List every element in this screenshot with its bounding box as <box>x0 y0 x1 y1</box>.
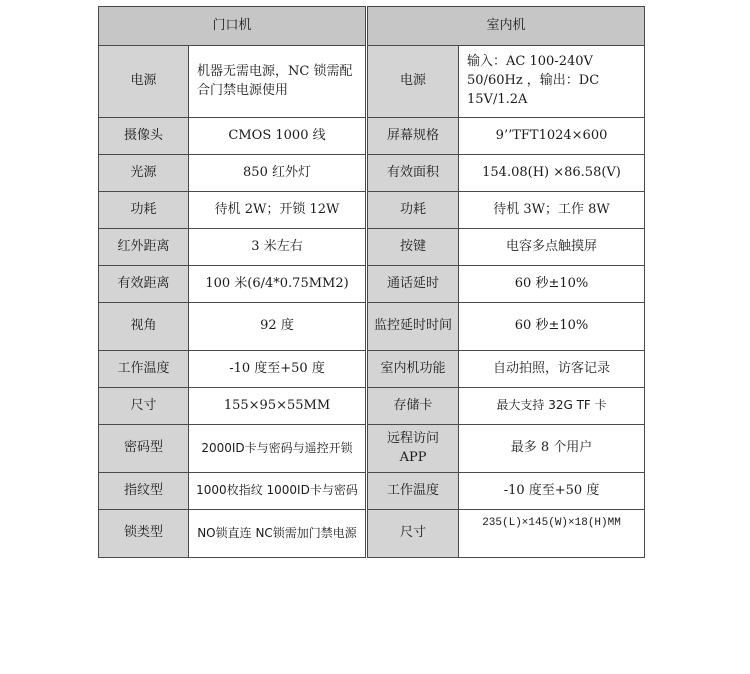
indoor-value: 60 秒±10% <box>459 266 645 303</box>
door-value: 850 红外灯 <box>189 155 367 192</box>
table-row <box>99 266 645 303</box>
indoor-label: 电源 <box>367 46 459 118</box>
door-value: 100 米(6/4*0.75MM2) <box>189 266 367 303</box>
door-label: 密码型 <box>99 425 189 473</box>
door-value: 机器无需电源，NC 锁需配合门禁电源使用 <box>189 46 367 118</box>
table-row <box>99 229 645 266</box>
door-value: 92 度 <box>189 303 367 351</box>
door-label: 红外距离 <box>99 229 189 266</box>
door-label: 光源 <box>99 155 189 192</box>
table-row <box>99 388 645 425</box>
door-value: 1000枚指纹 1000ID卡与密码 <box>189 473 367 510</box>
spec-table <box>98 6 645 558</box>
header-row <box>99 7 645 46</box>
door-value: 待机 2W；开锁 12W <box>189 192 367 229</box>
indoor-label: 存储卡 <box>367 388 459 425</box>
door-label: 尺寸 <box>99 388 189 425</box>
indoor-value: 154.08(H) ×86.58(V) <box>459 155 645 192</box>
indoor-value: -10 度至+50 度 <box>459 473 645 510</box>
indoor-value: 60 秒±10% <box>459 303 645 351</box>
table-row <box>99 192 645 229</box>
indoor-value: 待机 3W；工作 8W <box>459 192 645 229</box>
table-row <box>99 351 645 388</box>
table-row <box>99 510 645 558</box>
indoor-label: 尺寸 <box>367 510 459 558</box>
indoor-label: 室内机功能 <box>367 351 459 388</box>
door-label: 功耗 <box>99 192 189 229</box>
indoor-value: 9’’TFT1024×600 <box>459 118 645 155</box>
door-value: 3 米左右 <box>189 229 367 266</box>
indoor-value: 235(L)×145(W)×18(H)MM <box>459 510 645 558</box>
door-label: 电源 <box>99 46 189 118</box>
door-value: CMOS 1000 线 <box>189 118 367 155</box>
indoor-label: 远程访问 APP <box>367 425 459 473</box>
door-label: 视角 <box>99 303 189 351</box>
indoor-label: 通话延时 <box>367 266 459 303</box>
door-label: 指纹型 <box>99 473 189 510</box>
indoor-label: 功耗 <box>367 192 459 229</box>
door-value: 2000ID卡与密码与遥控开锁 <box>189 425 367 473</box>
indoor-label: 有效面积 <box>367 155 459 192</box>
indoor-value: 电容多点触摸屏 <box>459 229 645 266</box>
table-row <box>99 155 645 192</box>
table-row <box>99 425 645 473</box>
door-label: 有效距离 <box>99 266 189 303</box>
door-label: 摄像头 <box>99 118 189 155</box>
door-value: 155×95×55MM <box>189 388 367 425</box>
door-label: 工作温度 <box>99 351 189 388</box>
indoor-label: 工作温度 <box>367 473 459 510</box>
table-row <box>99 46 645 118</box>
door-label: 锁类型 <box>99 510 189 558</box>
indoor-value: 最多 8 个用户 <box>459 425 645 473</box>
indoor-value: 最大支持 32G TF 卡 <box>459 388 645 425</box>
door-value: NO锁直连 NC锁需加门禁电源 <box>189 510 367 558</box>
indoor-value: 输入：AC 100-240V 50/60Hz ，输出：DC 15V/1.2A <box>459 46 645 118</box>
door-value: -10 度至+50 度 <box>189 351 367 388</box>
indoor-label: 屏幕规格 <box>367 118 459 155</box>
indoor-label: 监控延时时间 <box>367 303 459 351</box>
table-row <box>99 118 645 155</box>
header-indoor-unit: 室内机 <box>367 7 645 46</box>
header-door-unit: 门口机 <box>99 7 367 46</box>
table-row <box>99 303 645 351</box>
indoor-value: 自动拍照，访客记录 <box>459 351 645 388</box>
indoor-label: 按键 <box>367 229 459 266</box>
table-row <box>99 473 645 510</box>
